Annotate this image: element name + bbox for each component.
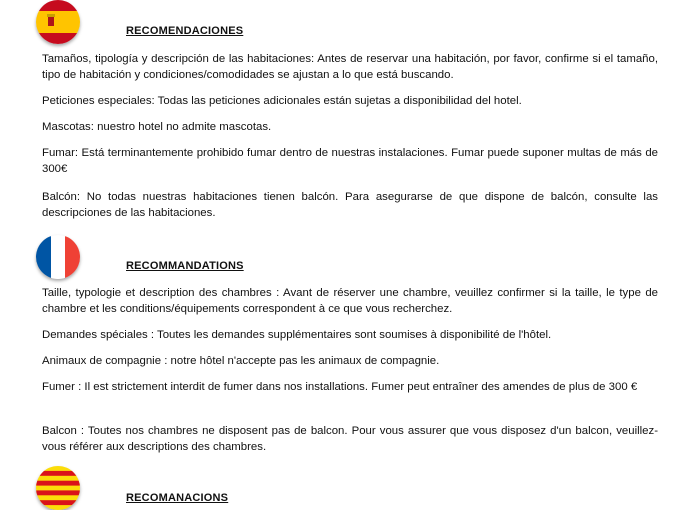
- catalonia-flag-icon: [36, 466, 80, 510]
- french-paragraph-room-size: Taille, typologie et description des chambres : Avant de réserver une chambre, veuillez confirmer si la taille, le type de chambre et les conditions/équipements correspondent à ce que vous recherchez.: [42, 287, 658, 315]
- french-heading: RECOMMANDATIONS: [126, 260, 244, 272]
- french-paragraph-pets: Animaux de compagnie : notre hôtel n'accepte pas les animaux de compagnie.: [42, 355, 440, 367]
- french-paragraph-special-requests: Demandes spéciales : Toutes les demandes supplémentaires sont soumises à disponibilité de l'hôtel.: [42, 329, 552, 341]
- spanish-heading: RECOMENDACIONES: [126, 25, 244, 37]
- french-paragraph-smoking: Fumer : Il est strictement interdit de fumer dans nos installations. Fumer peut entraîner des amendes de plus de 300 €: [42, 381, 638, 393]
- france-flag-icon: [36, 235, 80, 279]
- spain-flag-icon: [36, 0, 80, 44]
- spanish-paragraph-room-size: Tamaños, tipología y descripción de las habitaciones: Antes de reservar una habitación, por favor, confirme si el tamaño, tipo de habitación y condiciones/comodidades se ajustan a lo que está buscando.: [42, 53, 658, 81]
- spanish-paragraph-smoking: Fumar: Está terminantemente prohibido fumar dentro de nuestras instalaciones. Fumar puede suponer multas de más de 300€: [42, 147, 658, 175]
- spanish-paragraph-pets: Mascotas: nuestro hotel no admite mascotas.: [42, 121, 272, 133]
- catalan-heading: RECOMANACIONS: [126, 492, 229, 504]
- spanish-paragraph-balcony: Balcón: No todas nuestras habitaciones tienen balcón. Para asegurarse de que dispone de balcón, consulte las descripciones de las habitaciones.: [42, 191, 658, 219]
- french-paragraph-balcony: Balcon : Toutes nos chambres ne disposent pas de balcon. Pour vous assurer que vous disposez d'un balcon, veuillez-vous référer aux descriptions des chambres.: [42, 425, 658, 453]
- spanish-paragraph-special-requests: Peticiones especiales: Todas las peticiones adicionales están sujetas a disponibilidad del hotel.: [42, 95, 522, 107]
